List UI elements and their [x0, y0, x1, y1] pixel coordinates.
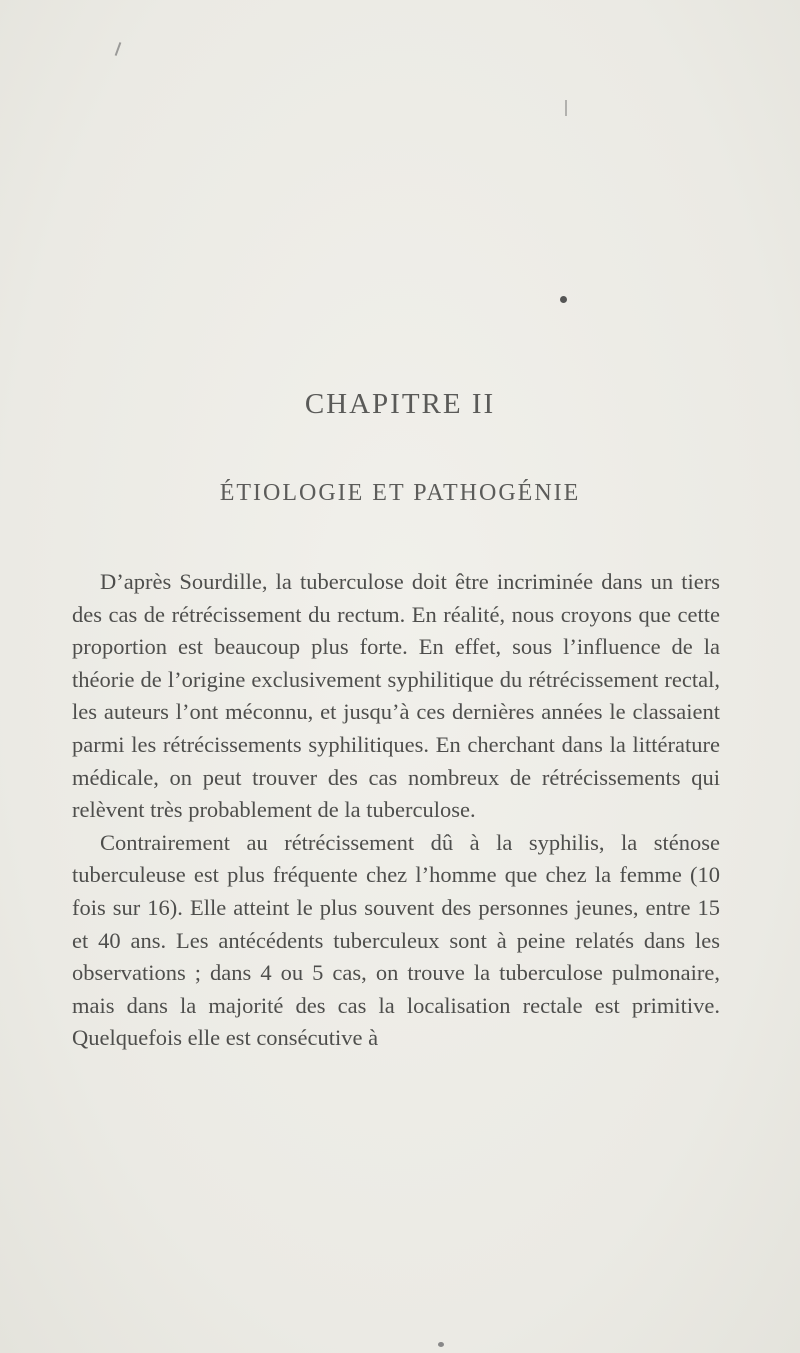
paragraph: D’après Sourdille, la tuberculose doit être incriminée dans un tiers des cas de rétrécissement du rectum. En réalité, nous croyons que cette proportion est beaucoup plus forte. En effet, sous l’influence de la théorie de l’origine exclusivement syphilitique du rétrécissement rectal, les auteurs l’ont méconnu, et jusqu’à ces dernières années le classaient parmi les rétrécissements syphilitiques. En cherchant dans la littérature médicale, on peut trouver des cas nombreux de rétrécissements qui relèvent très probablement de la tuberculose.: [72, 569, 720, 823]
section-title: ÉTIOLOGIE ET PATHOGÉNIE: [219, 480, 581, 506]
scan-speck: [560, 296, 567, 303]
scan-speck: [565, 100, 567, 116]
scan-speck: [438, 1342, 444, 1347]
chapter-title: CHAPITRE II: [304, 388, 496, 420]
scan-speck: [115, 42, 122, 56]
body-text: [72, 566, 720, 1055]
paragraph: Contrairement au rétrécissement dû à la syphilis, la sténose tuberculeuse est plus fréquente chez l’homme que chez la femme (10 fois sur 16). Elle atteint le plus souvent des personnes jeunes, entre 15 et 40 ans. Les antécédents tuberculeux sont à peine relatés dans les observations ; dans 4 ou 5 cas, on trouve la tuberculose pulmonaire, mais dans la majorité des cas la localisation rectale est primitive. Quelquefois elle est consécutive à: [72, 829, 720, 1051]
